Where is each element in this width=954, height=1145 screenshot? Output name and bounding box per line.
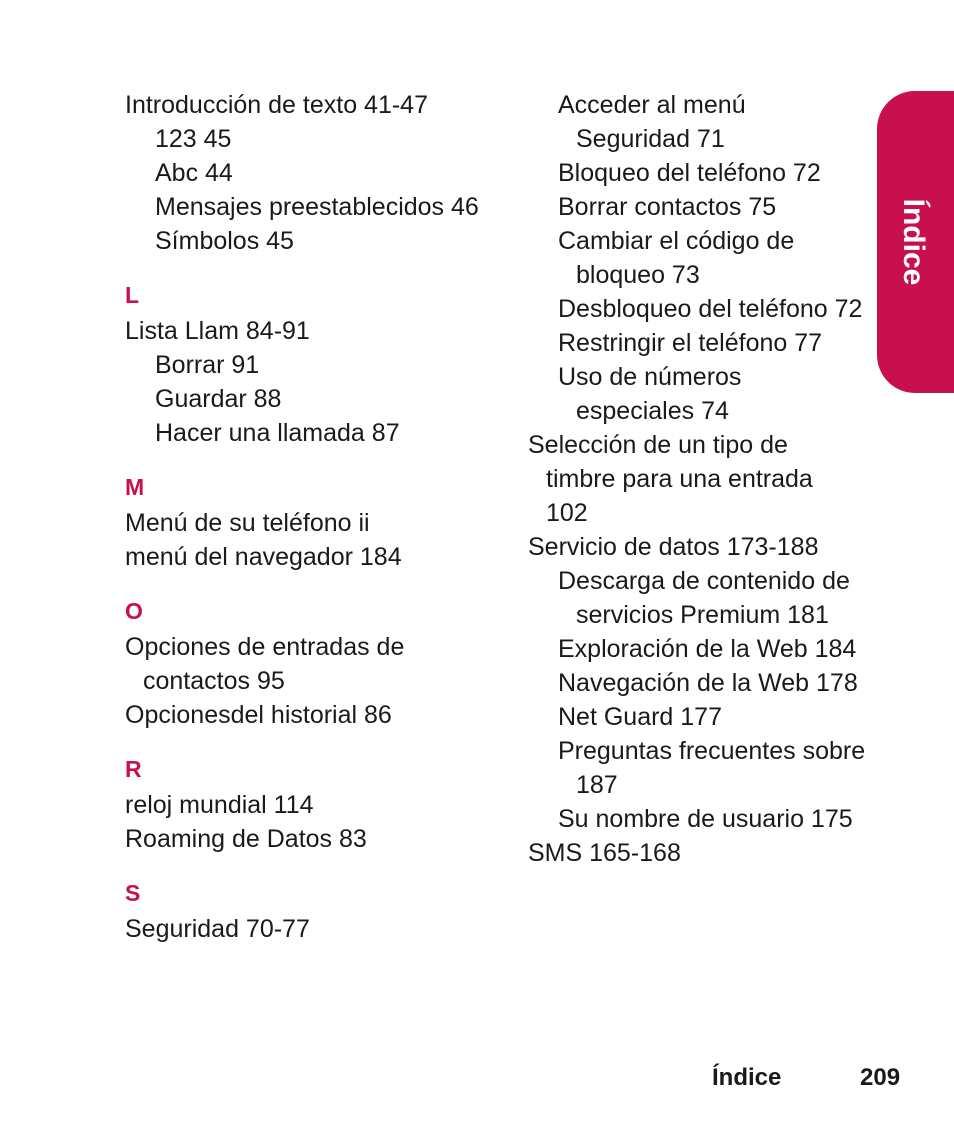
index-subentry: Uso de números especiales 74: [558, 363, 742, 425]
footer-section-name: Índice: [712, 1064, 782, 1091]
index-subentry: Borrar 91: [155, 351, 260, 379]
index-entry: Servicio de datos 173-188: [528, 533, 819, 561]
index-subentry: Su nombre de usuario 175: [558, 805, 853, 833]
section-tab: [877, 91, 954, 393]
index-subentry: Borrar contactos 75: [558, 193, 777, 221]
index-subentry: Descarga de contenido de servicios Premium 181: [558, 567, 850, 629]
index-subentry: Cambiar el código de bloqueo 73: [558, 227, 795, 289]
index-subentry: Navegación de la Web 178: [558, 669, 858, 697]
index-subentry: Acceder al menú Seguridad 71: [558, 91, 746, 153]
index-entry: Seguridad 70-77: [125, 915, 310, 943]
index-subentry: Preguntas frecuentes sobre 187: [558, 737, 866, 799]
index-entry: Selección de un tipo de timbre para una entrada 102: [528, 431, 813, 527]
index-subentry: Hacer una llamada 87: [155, 419, 400, 447]
index-entry: reloj mundial 114: [125, 791, 314, 819]
section-letter-s: S: [125, 880, 141, 906]
section-letter-o: O: [125, 598, 143, 624]
index-subentry: Net Guard 177: [558, 703, 722, 731]
index-subentry: Restringir el teléfono 77: [558, 329, 823, 357]
section-letter-r: R: [125, 756, 142, 782]
index-subentry: Abc 44: [155, 159, 233, 187]
index-subentry: Desbloqueo del teléfono 72: [558, 295, 863, 323]
index-entry: Opciones de entradas de contactos 95: [125, 633, 405, 695]
section-letter-l: L: [125, 282, 140, 308]
index-group: [125, 88, 485, 258]
index-column-left: [125, 88, 485, 946]
index-entry: menú del navegador 184: [125, 543, 402, 571]
index-entry: Menú de su teléfono ii: [125, 509, 370, 537]
index-entry: Roaming de Datos 83: [125, 825, 367, 853]
section-tab-label: Índice: [897, 198, 930, 286]
index-subentry: Símbolos 45: [155, 227, 294, 255]
index-entry: SMS 165-168: [528, 839, 681, 867]
index-subentry: Guardar 88: [155, 385, 282, 413]
index-subentry: 123 45: [155, 125, 232, 153]
index-entry: Introducción de texto 41-47: [125, 91, 428, 119]
index-column-right: [528, 88, 868, 870]
index-subentry: Mensajes preestablecidos 46: [155, 193, 479, 221]
page-number: 209: [860, 1064, 901, 1091]
index-entry: Opcionesdel historial 86: [125, 701, 392, 729]
index-subentry: Exploración de la Web 184: [558, 635, 857, 663]
index-subentry: Bloqueo del teléfono 72: [558, 159, 821, 187]
section-letter-m: M: [125, 474, 145, 500]
index-entry: Lista Llam 84-91: [125, 317, 310, 345]
